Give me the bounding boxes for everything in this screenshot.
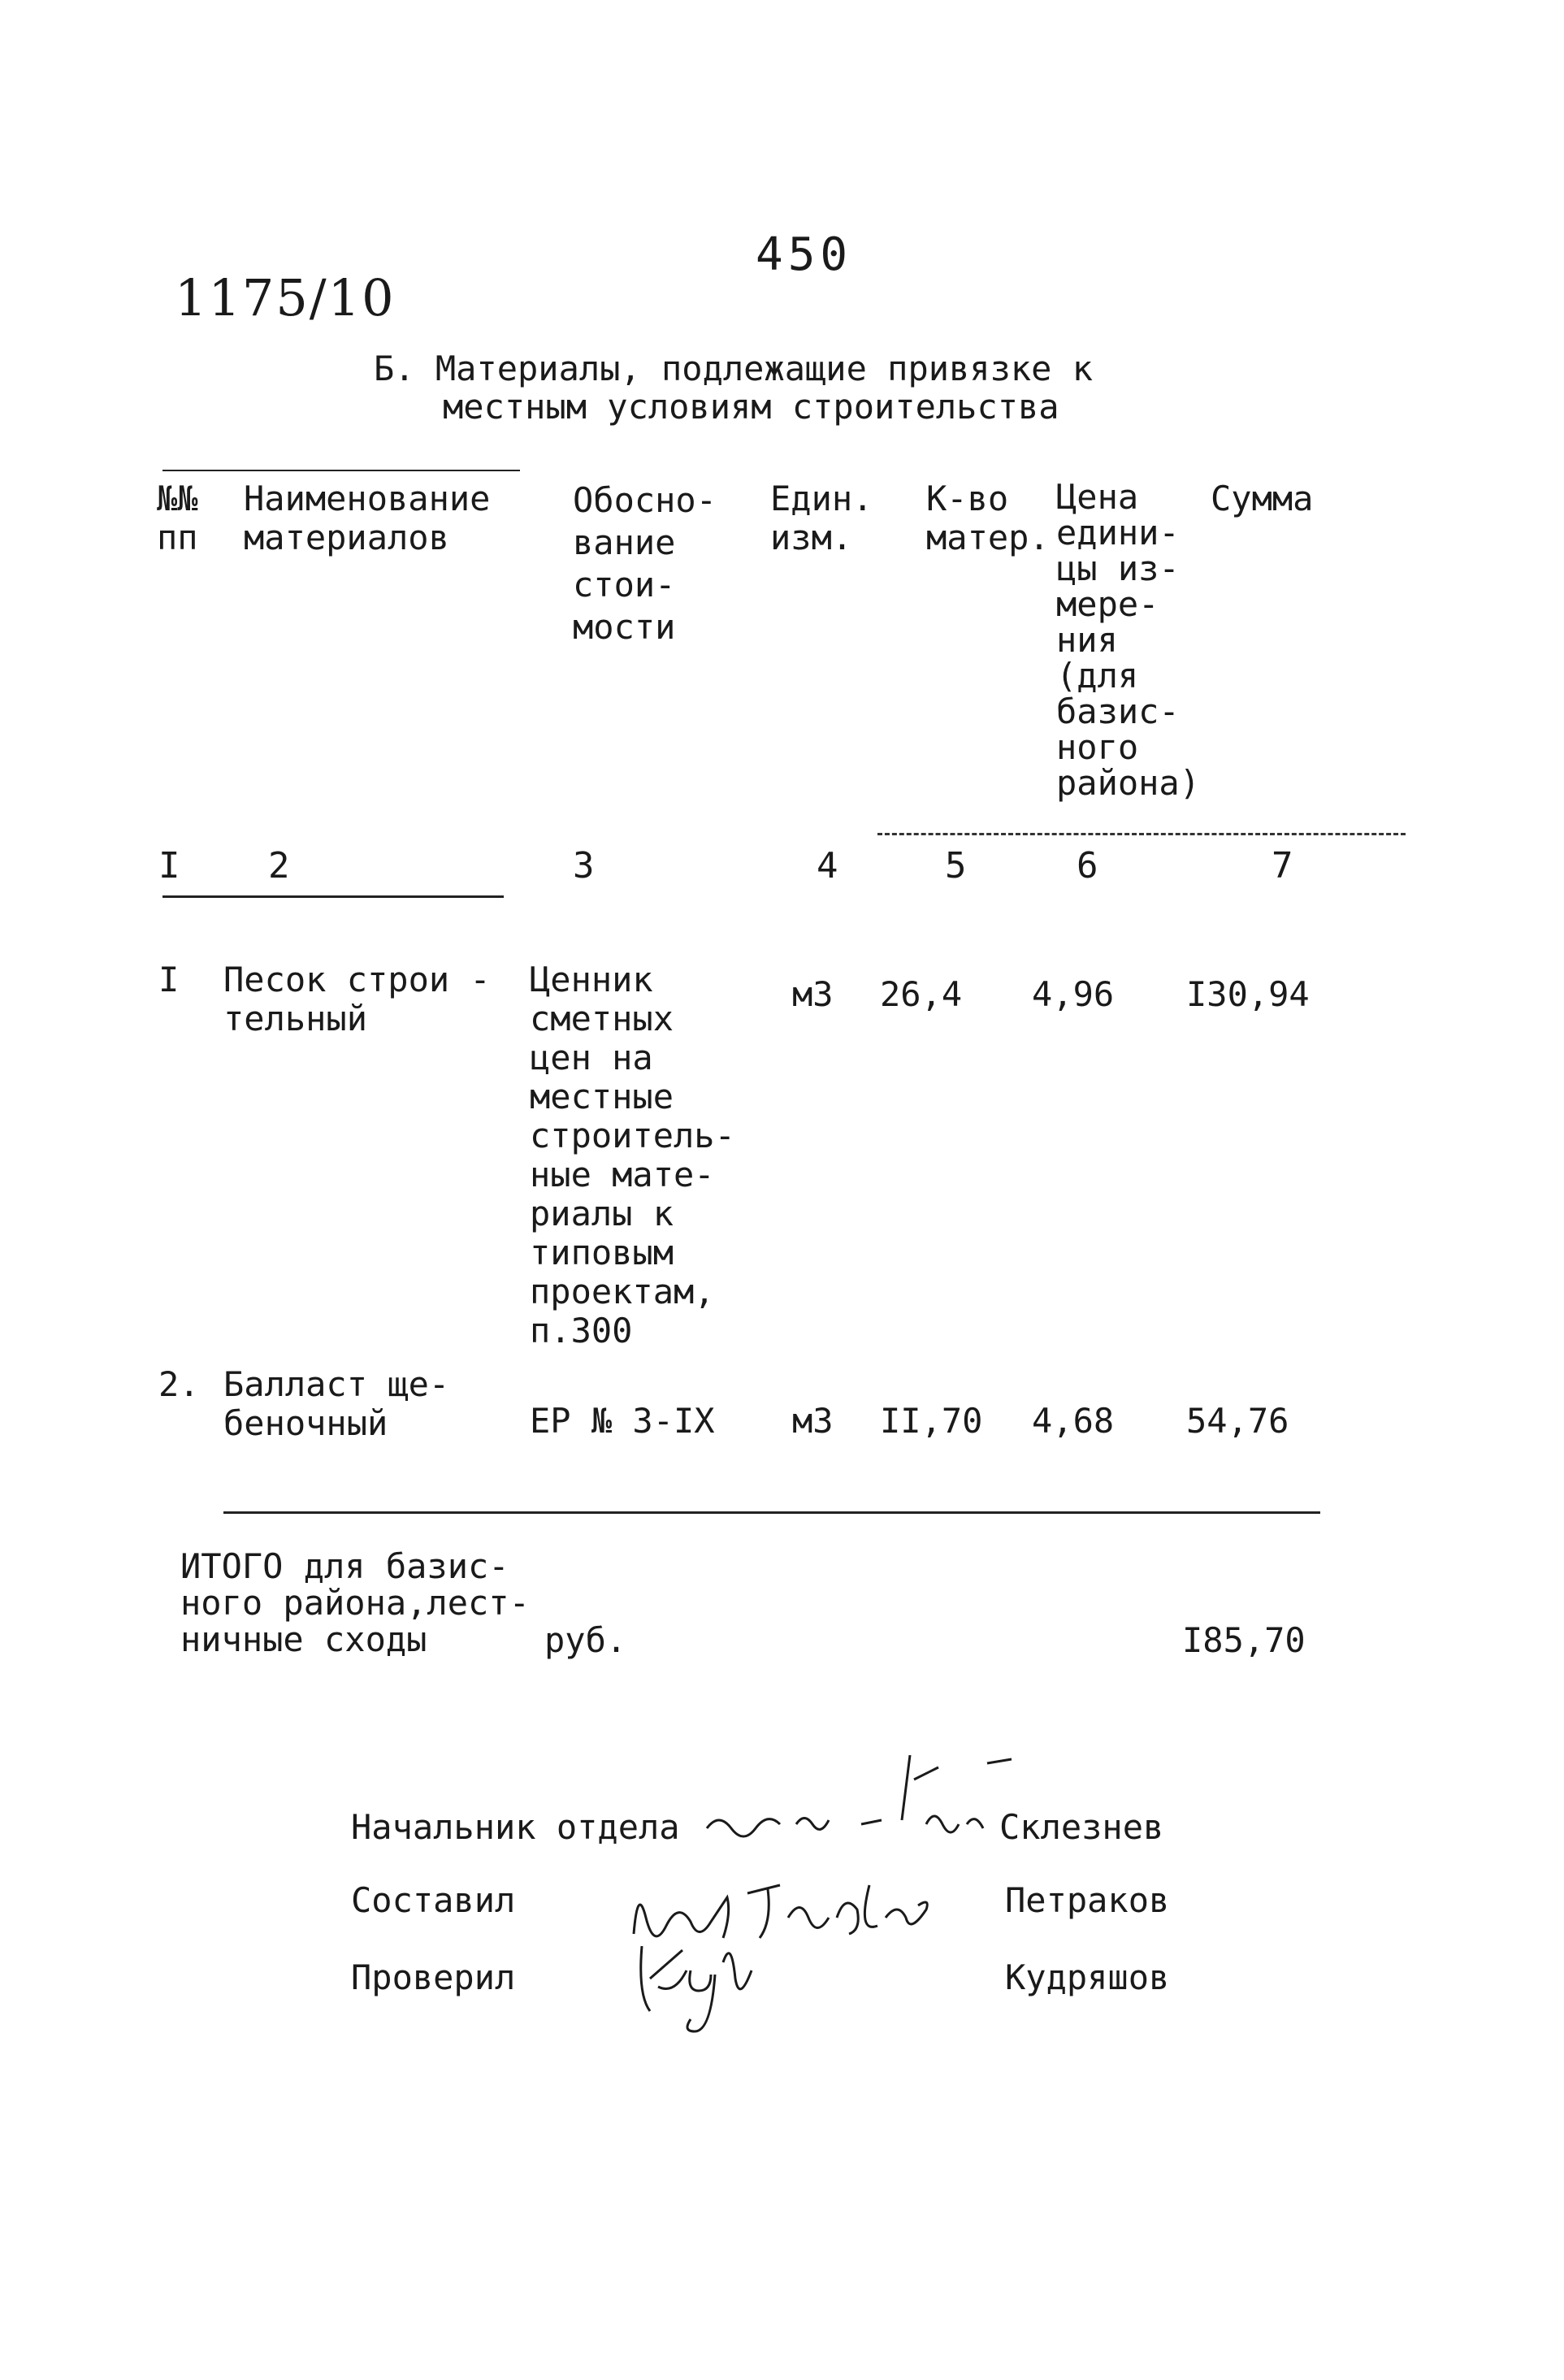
row2-sum: 54,76 xyxy=(1186,1401,1289,1441)
header-sum: Сумма xyxy=(1211,479,1314,518)
total-sum: I85,70 xyxy=(1182,1620,1306,1660)
row1-name: Песок строи - тельный xyxy=(223,960,491,1038)
section-heading-line2: местным условиям строительства xyxy=(443,387,1059,427)
row2-price: 4,68 xyxy=(1032,1401,1115,1441)
row2-qty: II,70 xyxy=(880,1401,983,1441)
signature-role-head: Начальник отдела xyxy=(351,1807,680,1847)
row2-num: 2. xyxy=(158,1364,200,1404)
col-number-2: 2 xyxy=(268,845,290,887)
col-number-6: 6 xyxy=(1077,845,1098,887)
signature-name-checked: Кудряшов xyxy=(1005,1957,1170,1997)
row2-unit: м3 xyxy=(792,1401,834,1441)
section-heading-line1: Б. Материалы, подлежащие привязке к xyxy=(374,349,1094,388)
signature-role-compiled: Составил xyxy=(351,1880,516,1920)
table-top-rule xyxy=(162,470,520,471)
document-reference: 1175/10 xyxy=(175,268,396,327)
signature-role-checked: Проверил xyxy=(351,1957,516,1997)
header-price: Цена едини- цы из- мере- ния (для базис- ного района) xyxy=(1056,477,1201,803)
row1-num: I xyxy=(158,960,180,999)
col-number-5: 5 xyxy=(945,845,967,887)
row2-basis: ЕР № 3-IX xyxy=(530,1401,715,1441)
row2-name: Балласт ще- беночный xyxy=(223,1364,450,1443)
signature-name-compiled: Петраков xyxy=(1005,1880,1170,1920)
page-number: 450 xyxy=(756,228,853,281)
header-basis: Обосно- вание стои- мости xyxy=(573,480,717,647)
header-unit: Един. изм. xyxy=(770,479,873,557)
total-separator xyxy=(223,1511,1320,1514)
row1-price: 4,96 xyxy=(1032,974,1115,1014)
handwritten-signature-checked xyxy=(626,1930,788,2044)
row1-basis: Ценник сметных цен на местные строитель- ные мате- риалы к типовым проектам, п.300 xyxy=(530,960,735,1350)
row1-sum: I30,94 xyxy=(1186,974,1310,1014)
column-numbers-bottom-rule xyxy=(162,895,504,898)
col-number-4: 4 xyxy=(817,845,838,887)
handwritten-signature-head xyxy=(699,1747,1024,1853)
row1-unit: м3 xyxy=(792,974,834,1014)
column-numbers-top-rule xyxy=(877,833,1406,835)
header-num: №№ пп xyxy=(157,479,198,557)
col-number-3: 3 xyxy=(573,845,595,887)
row1-qty: 26,4 xyxy=(880,974,963,1014)
col-number-1: I xyxy=(158,845,180,887)
col-number-7: 7 xyxy=(1272,845,1293,887)
header-name: Наименование материалов xyxy=(244,479,491,557)
header-qty: К-во матер. xyxy=(926,479,1050,557)
total-label: ИТОГО для базис- ного района,лест- ничные сходы xyxy=(180,1546,530,1659)
signature-name-head: Склезнев xyxy=(999,1807,1164,1847)
total-unit: руб. xyxy=(544,1620,627,1660)
